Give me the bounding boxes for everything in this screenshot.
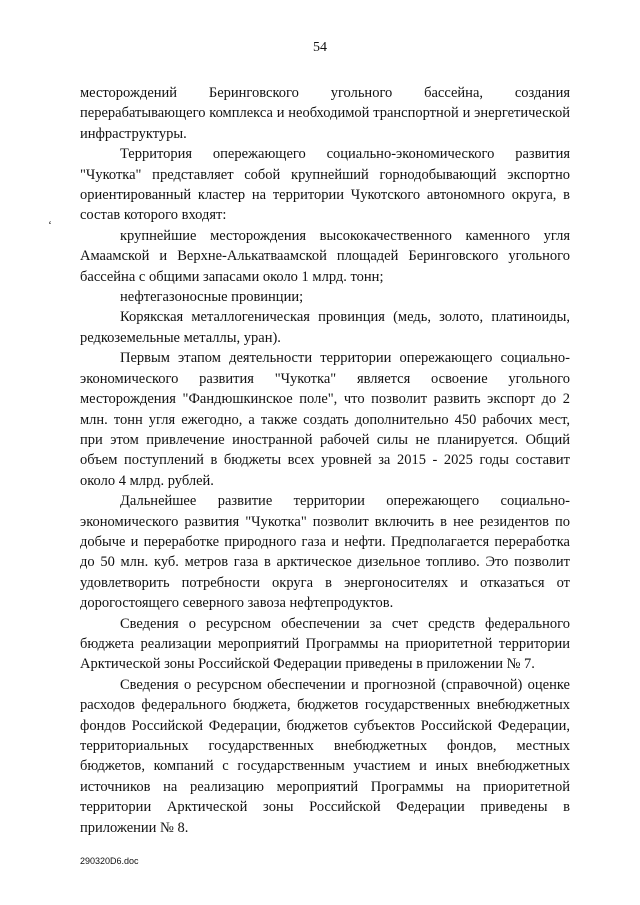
paragraph-8: Сведения о ресурсном обеспечении за счет средств федерального бюджета реализации мероприятий Программы на приоритетной территории Арктической зоны Российской Федерации приведены в приложении № 7. [80, 615, 570, 673]
paragraph-9: Сведения о ресурсном обеспечении и прогнозной (справочной) оценке расходов федерального бюджета, бюджетов государственных внебюджетных фондов Российской Федерации, бюджетов субъектов Российской Федерации, территориальных государственных внебюджетных фондов, местных бюджетов, компаний с государственным участием и иных внебюджетных источников на реализацию мероприятий Программы на приоритетной территории Арктической зоны Российской Федерации приведены в приложении № 8. [80, 676, 570, 836]
paragraph-5: Корякская металлогеническая провинция (медь, золото, платиноиды, редкоземельные металлы, уран). [80, 309, 570, 346]
paragraph-6: Первым этапом деятельности территории опережающего социально-экономического развития "Чукотка" является освоение угольного месторождения "Фандюшкинское поле", что позволит развить экспорт до 2 млн. тонн угля ежегодно, а также создать дополнительно 450 рабочих мест, при этом привлечение иностранной рабочей силы не планируется. Общий объем поступлений в бюджеты всех уровней за 2015 - 2025 годы составит около 4 млрд. рублей. [80, 350, 570, 489]
paragraph-7: Дальнейшее развитие территории опережающего социально-экономического развития "Чукотка" позволит включить в нее резидентов по добыче и переработке природного газа и нефти. Предполагается переработка до 50 млн. куб. метров газа в арктическое дизельное топливо. Это позволит удовлетворить потребности округа в энергоносителях и отказаться от дорогостоящего северного завоза нефтепродуктов. [80, 493, 570, 612]
paragraph-2: Территория опережающего социально-экономического развития "Чукотка" представляет собой крупнейший горнодобывающий экспортно ориентированный кластер на территории Чукотского автономного округа, в состав которого входят: [80, 146, 570, 224]
margin-mark: ‘ [48, 218, 52, 232]
footer-file-code: 290320D6.doc [80, 856, 139, 866]
paragraph-1: месторождений Беринговского угольного бассейна, создания перерабатывающего комплекса и необходимой транспортной и энергетической инфраструктуры. [80, 85, 570, 142]
paragraph-3: крупнейшие месторождения высококачественного каменного угля Амаамской и Верхне-Алькатваамской площадей Беринговского угольного бассейна с общими запасами около 1 млрд. тонн; [80, 227, 570, 285]
document-body [80, 83, 570, 838]
paragraph-4: нефтегазоносные провинции; [120, 289, 304, 306]
page-number: 54 [313, 40, 327, 55]
